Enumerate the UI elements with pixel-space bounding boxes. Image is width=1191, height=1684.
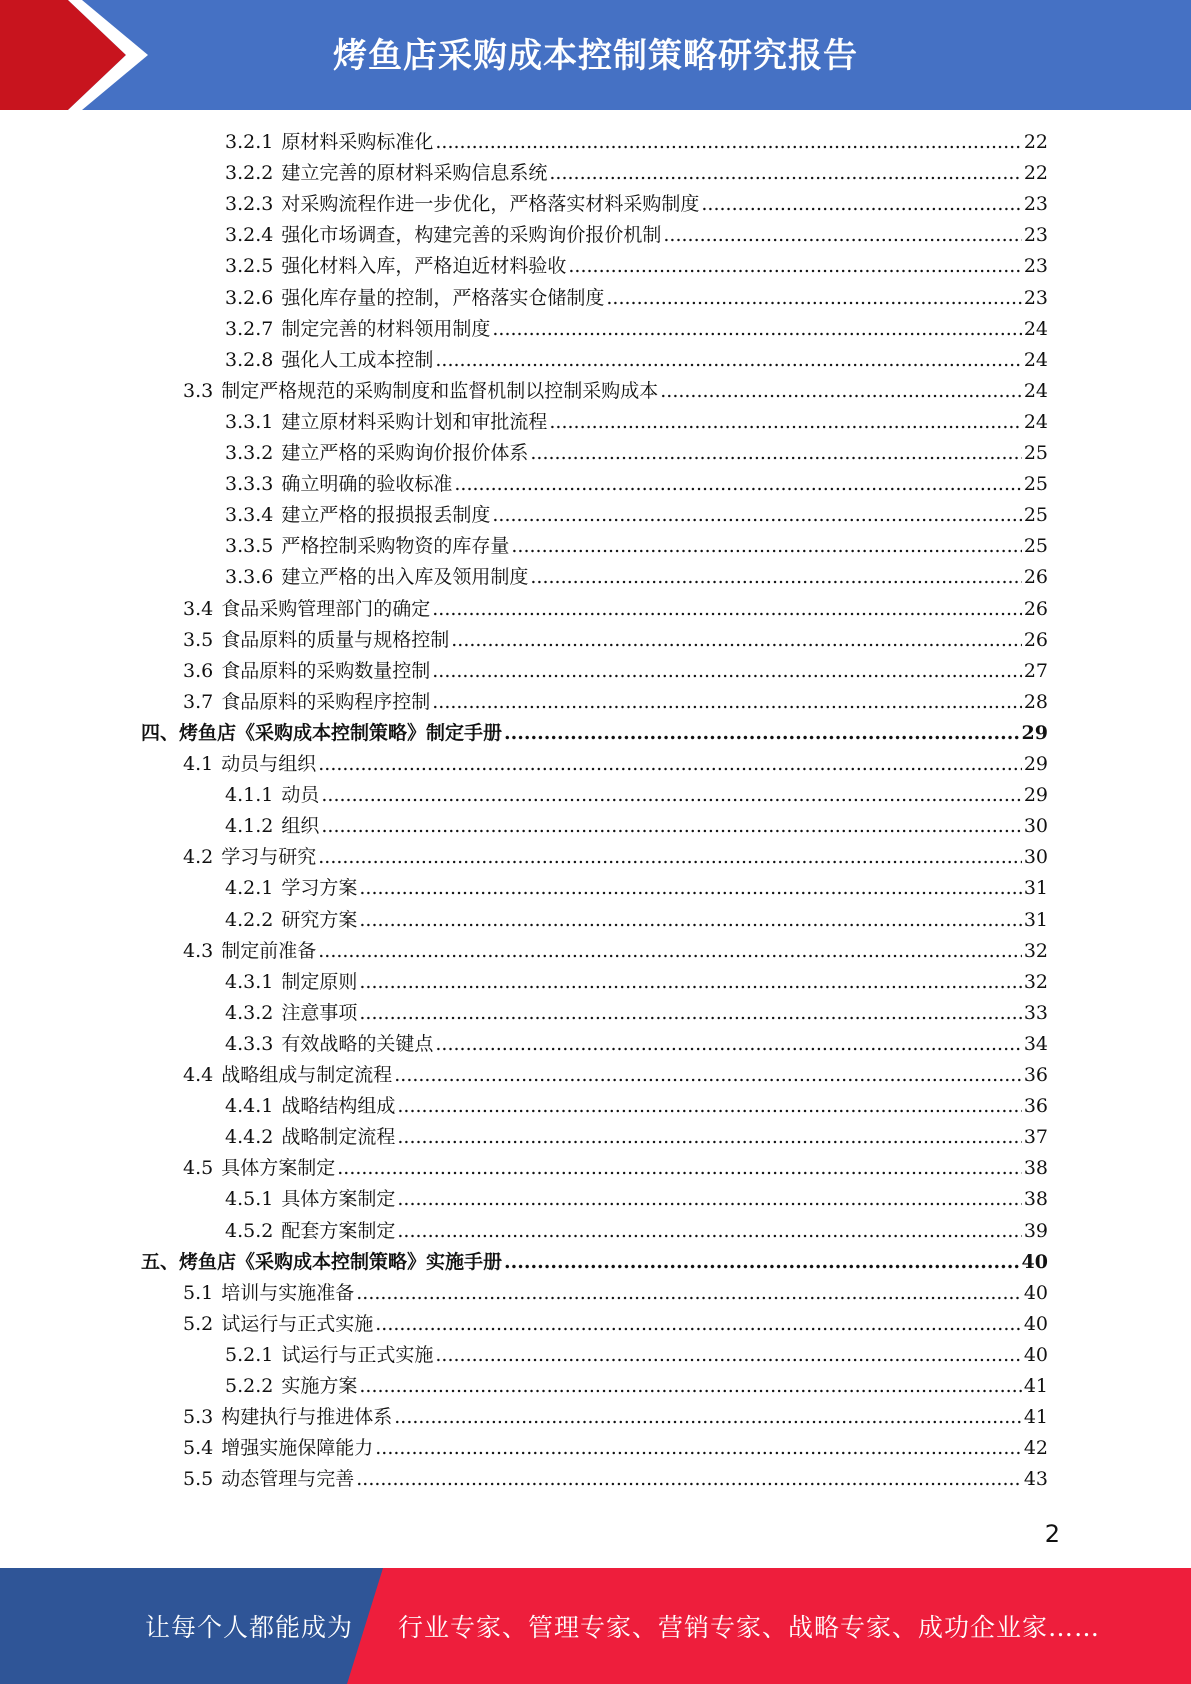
toc-entry-title: 食品原料的采购程序控制 (221, 690, 431, 713)
toc-entry-page: 24 (1023, 379, 1048, 402)
toc-entry-number: 4.4.1 (225, 1095, 274, 1118)
toc-entry-title: 组织 (281, 815, 320, 838)
toc-entry-title: 试运行与正式实施 (221, 1312, 374, 1335)
toc-entry-title: 培训与实施准备 (221, 1281, 355, 1304)
toc-entry-title: 实施方案 (281, 1375, 358, 1397)
toc-entry-title: 注意事项 (281, 1001, 358, 1024)
toc-entry-number: 4.1.2 (225, 815, 274, 838)
toc-leader-dots (397, 1122, 1021, 1153)
toc-entry-page: 39 (1023, 1219, 1048, 1242)
toc-leader-dots (504, 718, 1020, 749)
toc-entry-page: 41 (1023, 1406, 1048, 1429)
toc-entry-title: 烤鱼店《采购成本控制策略》实施手册 (179, 1250, 503, 1273)
toc-entry-title: 烤鱼店《采购成本控制策略》制定手册 (179, 721, 503, 744)
toc-entry[interactable] (183, 1402, 1048, 1433)
toc-entry[interactable] (183, 687, 1048, 718)
toc-entry[interactable] (225, 127, 1048, 158)
toc-entry-number: 5.1 (183, 1281, 214, 1304)
toc-entry-number: 4.2 (183, 846, 214, 869)
toc-entry[interactable] (183, 1153, 1048, 1184)
toc-entry-title: 构建执行与推进体系 (221, 1406, 393, 1429)
toc-entry[interactable] (225, 1122, 1048, 1153)
toc-leader-dots (359, 873, 1021, 904)
toc-entry[interactable] (225, 189, 1048, 220)
toc-leader-dots (375, 1309, 1022, 1340)
toc-entry[interactable] (225, 1340, 1048, 1371)
toc-entry-number: 4.4 (183, 1064, 214, 1086)
toc-entry-title: 配套方案制定 (281, 1219, 396, 1242)
toc-entry-title: 食品原料的质量与规格控制 (221, 628, 450, 651)
toc-entry-page: 36 (1023, 1064, 1048, 1086)
toc-entry-number: 3.3.4 (225, 504, 274, 527)
toc-entry-title: 动态管理与完善 (221, 1468, 355, 1491)
toc-leader-dots (492, 500, 1021, 531)
toc-entry-number: 3.3.5 (225, 535, 274, 558)
toc-entry-page: 30 (1023, 815, 1048, 838)
toc-entry[interactable] (225, 1216, 1048, 1247)
toc-entry-page: 25 (1023, 504, 1048, 527)
toc-entry-page: 38 (1023, 1157, 1048, 1180)
toc-entry[interactable] (225, 251, 1048, 282)
toc-entry-title: 战略组成与制定流程 (221, 1064, 393, 1086)
toc-entry-number: 3.2.5 (225, 255, 274, 278)
toc-entry-number: 4.5.1 (225, 1188, 274, 1211)
toc-leader-dots (701, 189, 1021, 220)
toc-entry[interactable] (225, 283, 1048, 314)
toc-entry[interactable] (225, 314, 1048, 345)
toc-entry-title: 强化市场调查，构建完善的采购询价报价机制 (281, 224, 662, 247)
toc-entry-page: 30 (1023, 846, 1048, 869)
toc-entry-number: 5.2.1 (225, 1343, 274, 1366)
toc-entry[interactable] (183, 1433, 1048, 1464)
toc-entry-page: 23 (1023, 193, 1048, 216)
toc-entry-page: 37 (1023, 1126, 1048, 1149)
toc-leader-dots (375, 1433, 1022, 1464)
document-title: 烤鱼店采购成本控制策略研究报告 (333, 36, 858, 76)
toc-entry-number: 3.3.1 (225, 410, 274, 433)
toc-entry-page: 32 (1023, 970, 1048, 993)
toc-entry-title: 具体方案制定 (281, 1188, 396, 1211)
toc-entry-title: 动员 (281, 784, 320, 807)
toc-entry[interactable] (225, 220, 1048, 251)
toc-entry-title: 建立严格的报损报丢制度 (281, 504, 491, 527)
toc-entry-number: 4.1.1 (225, 784, 274, 807)
toc-entry-title: 制定完善的材料领用制度 (281, 317, 491, 340)
toc-entry[interactable] (183, 936, 1048, 967)
toc-entry[interactable] (225, 967, 1048, 998)
toc-leader-dots (568, 251, 1021, 282)
toc-leader-dots (397, 1184, 1021, 1215)
toc-leader-dots (511, 531, 1021, 562)
toc-entry-page: 40 (1021, 1250, 1048, 1273)
toc-entry[interactable] (183, 842, 1048, 873)
toc-entry[interactable] (225, 905, 1048, 936)
toc-leader-dots (663, 220, 1021, 251)
toc-entry[interactable] (225, 531, 1048, 562)
toc-entry-page: 40 (1023, 1312, 1048, 1335)
toc-entry-title: 食品原料的采购数量控制 (221, 659, 431, 682)
toc-entry[interactable] (225, 1029, 1048, 1060)
toc-leader-dots (432, 594, 1022, 625)
toc-leader-dots (435, 345, 1021, 376)
toc-entry[interactable] (225, 345, 1048, 376)
toc-entry-number: 3.3.3 (225, 473, 274, 496)
toc-entry-title: 制定原则 (281, 970, 358, 993)
toc-entry-page: 22 (1023, 131, 1048, 153)
toc-entry[interactable] (183, 376, 1048, 407)
toc-entry[interactable] (225, 780, 1048, 811)
toc-entry-number: 4.2.2 (225, 908, 274, 931)
toc-entry[interactable] (225, 1091, 1048, 1122)
toc-entry-number: 3.2.8 (225, 348, 274, 371)
toc-entry[interactable] (225, 407, 1048, 438)
toc-entry-title: 战略结构组成 (281, 1095, 396, 1118)
toc-leader-dots (359, 967, 1021, 998)
toc-entry-title: 学习方案 (281, 877, 358, 900)
toc-entry-page: 31 (1023, 877, 1048, 900)
toc-entry-number: 五、 (141, 1250, 180, 1273)
toc-entry-page: 29 (1023, 753, 1048, 775)
toc-entry-number: 4.5 (183, 1157, 214, 1180)
toc-entry-title: 对采购流程作进一步优化，严格落实材料采购制度 (281, 193, 700, 216)
toc-entry-number: 5.2.2 (225, 1375, 274, 1397)
toc-entry[interactable] (225, 873, 1048, 904)
toc-entry-title: 建立完善的原材料采购信息系统 (281, 162, 548, 185)
toc-leader-dots (356, 1464, 1022, 1495)
toc-entry-title: 确立明确的验收标准 (281, 473, 453, 496)
page-header (0, 0, 1191, 110)
toc-entry-number: 5.5 (183, 1468, 214, 1491)
toc-entry-title: 动员与组织 (221, 753, 317, 775)
toc-entry-page: 38 (1023, 1188, 1048, 1211)
toc-entry-page: 32 (1023, 939, 1048, 962)
toc-entry[interactable] (225, 500, 1048, 531)
toc-entry-title: 学习与研究 (221, 846, 317, 869)
toc-entry[interactable] (225, 1371, 1048, 1402)
toc-entry-title: 增强实施保障能力 (221, 1437, 374, 1460)
toc-entry[interactable] (225, 998, 1048, 1029)
toc-entry[interactable] (183, 1278, 1048, 1309)
toc-entry-page: 34 (1023, 1032, 1048, 1055)
toc-entry-number: 3.3.6 (225, 566, 274, 589)
toc-entry-number: 3.4 (183, 597, 214, 620)
toc-entry[interactable] (141, 718, 1048, 749)
toc-entry-number: 5.4 (183, 1437, 214, 1460)
toc-entry[interactable] (183, 656, 1048, 687)
toc-entry-page: 40 (1023, 1343, 1048, 1366)
toc-entry-number: 3.5 (183, 628, 214, 651)
toc-leader-dots (549, 158, 1021, 189)
toc-leader-dots (356, 1278, 1022, 1309)
toc-leader-dots (359, 998, 1021, 1029)
footer-slogan-left: 让每个人都能成为 (145, 1613, 354, 1642)
toc-leader-dots (435, 127, 1021, 158)
toc-entry-number: 3.2.2 (225, 162, 274, 185)
toc-entry-page: 41 (1023, 1375, 1048, 1397)
toc-entry[interactable] (183, 1060, 1048, 1091)
toc-entry-page: 24 (1023, 348, 1048, 371)
toc-entry-page: 43 (1023, 1468, 1048, 1491)
toc-entry[interactable] (141, 1247, 1048, 1278)
toc-entry[interactable] (183, 594, 1048, 625)
toc-entry-number: 3.3.2 (225, 442, 274, 464)
toc-entry[interactable] (183, 625, 1048, 656)
toc-entry-number: 4.3.2 (225, 1001, 274, 1024)
toc-entry[interactable] (225, 469, 1048, 500)
toc-leader-dots (397, 1216, 1021, 1247)
toc-entry-title: 严格控制采购物资的库存量 (281, 535, 510, 558)
toc-leader-dots (397, 1091, 1021, 1122)
toc-entry-title: 制定前准备 (221, 939, 317, 962)
toc-leader-dots (318, 842, 1022, 873)
toc-entry-page: 26 (1023, 628, 1048, 651)
toc-entry-number: 4.3.3 (225, 1032, 274, 1055)
toc-leader-dots (321, 780, 1021, 811)
toc-entry[interactable] (225, 562, 1048, 593)
page-footer (0, 1568, 1191, 1684)
toc-entry-number: 3.2.6 (225, 286, 274, 309)
toc-entry-number: 3.2.1 (225, 131, 274, 153)
toc-leader-dots (359, 1371, 1021, 1402)
toc-entry-number: 4.4.2 (225, 1126, 274, 1149)
toc-entry-page: 24 (1023, 410, 1048, 433)
toc-leader-dots (530, 562, 1021, 593)
toc-entry[interactable] (183, 1309, 1048, 1340)
toc-entry-page: 28 (1023, 690, 1048, 713)
toc-entry-page: 27 (1023, 659, 1048, 682)
toc-entry-page: 26 (1023, 566, 1048, 589)
toc-entry-page: 25 (1023, 473, 1048, 496)
toc-leader-dots (504, 1247, 1020, 1278)
toc-leader-dots (359, 905, 1021, 936)
toc-entry-page: 26 (1023, 597, 1048, 620)
toc-entry[interactable] (183, 1464, 1048, 1495)
toc-entry-title: 战略制定流程 (281, 1126, 396, 1149)
toc-entry-title: 具体方案制定 (221, 1157, 336, 1180)
toc-leader-dots (435, 1340, 1021, 1371)
toc-leader-dots (318, 749, 1022, 780)
toc-entry-number: 3.2.4 (225, 224, 274, 247)
toc-leader-dots (606, 283, 1021, 314)
toc-entry[interactable] (225, 811, 1048, 842)
toc-entry-number: 3.2.3 (225, 193, 274, 216)
toc-entry-page: 31 (1023, 908, 1048, 931)
toc-entry-page: 29 (1021, 721, 1048, 744)
toc-entry-number: 4.1 (183, 753, 214, 775)
toc-entry-title: 有效战略的关键点 (281, 1032, 434, 1055)
toc-leader-dots (454, 469, 1021, 500)
toc-entry-page: 36 (1023, 1095, 1048, 1118)
toc-entry-title: 强化人工成本控制 (281, 348, 434, 371)
toc-entry-number: 4.3.1 (225, 970, 274, 993)
toc-entry-title: 制定严格规范的采购制度和监督机制以控制采购成本 (221, 379, 659, 402)
toc-leader-dots (451, 625, 1022, 656)
footer-slogan-right: 行业专家、管理专家、营销专家、战略专家、成功企业家…… (398, 1613, 1101, 1642)
toc-entry-title: 建立严格的采购询价报价体系 (281, 442, 529, 464)
toc-leader-dots (394, 1402, 1022, 1433)
toc-entry-title: 建立原材料采购计划和审批流程 (281, 410, 548, 433)
toc-entry-number: 3.2.7 (225, 317, 274, 340)
toc-entry-number: 5.2 (183, 1312, 214, 1335)
toc-leader-dots (321, 811, 1021, 842)
toc-leader-dots (492, 314, 1021, 345)
toc-entry[interactable] (225, 438, 1048, 469)
toc-entry-title: 原材料采购标准化 (281, 131, 434, 153)
toc-entry-page: 23 (1023, 224, 1048, 247)
toc-entry-title: 试运行与正式实施 (281, 1343, 434, 1366)
toc-entry[interactable] (183, 749, 1048, 780)
toc-entry-number: 3.7 (183, 690, 214, 713)
toc-entry-number: 3.6 (183, 659, 214, 682)
page-number: 2 (1044, 1520, 1060, 1548)
toc-entry-page: 24 (1023, 317, 1048, 340)
toc-entry-page: 40 (1023, 1281, 1048, 1304)
toc-leader-dots (549, 407, 1021, 438)
toc-entry-page: 23 (1023, 286, 1048, 309)
toc-entry-title: 研究方案 (281, 908, 358, 931)
toc-entry-title: 食品采购管理部门的确定 (221, 597, 431, 620)
toc-entry-title: 强化材料入库，严格迫近材料验收 (281, 255, 567, 278)
toc-entry-page: 29 (1023, 784, 1048, 807)
toc-entry-page: 22 (1023, 162, 1048, 185)
toc-entry-page: 33 (1023, 1001, 1048, 1024)
toc-leader-dots (660, 376, 1022, 407)
toc-entry-title: 建立严格的出入库及领用制度 (281, 566, 529, 589)
toc-leader-dots (318, 936, 1022, 967)
toc-leader-dots (530, 438, 1021, 469)
toc-leader-dots (432, 687, 1022, 718)
toc-entry-page: 42 (1023, 1437, 1048, 1460)
toc-leader-dots (435, 1029, 1021, 1060)
toc-entry-page: 23 (1023, 255, 1048, 278)
toc-entry[interactable] (225, 158, 1048, 189)
toc-leader-dots (394, 1060, 1022, 1091)
toc-entry-page: 25 (1023, 535, 1048, 558)
toc-entry-number: 4.5.2 (225, 1219, 274, 1242)
toc-entry-number: 5.3 (183, 1406, 214, 1429)
toc-entry-number: 3.3 (183, 379, 214, 402)
toc-leader-dots (337, 1153, 1022, 1184)
toc-entry-number: 四、 (141, 721, 180, 744)
toc-entry-title: 强化库存量的控制，严格落实仓储制度 (281, 286, 605, 309)
toc-leader-dots (432, 656, 1022, 687)
toc-entry-number: 4.2.1 (225, 877, 274, 900)
toc-entry-number: 4.3 (183, 939, 214, 962)
toc-entry-page: 25 (1023, 442, 1048, 464)
toc-entry[interactable] (225, 1184, 1048, 1215)
